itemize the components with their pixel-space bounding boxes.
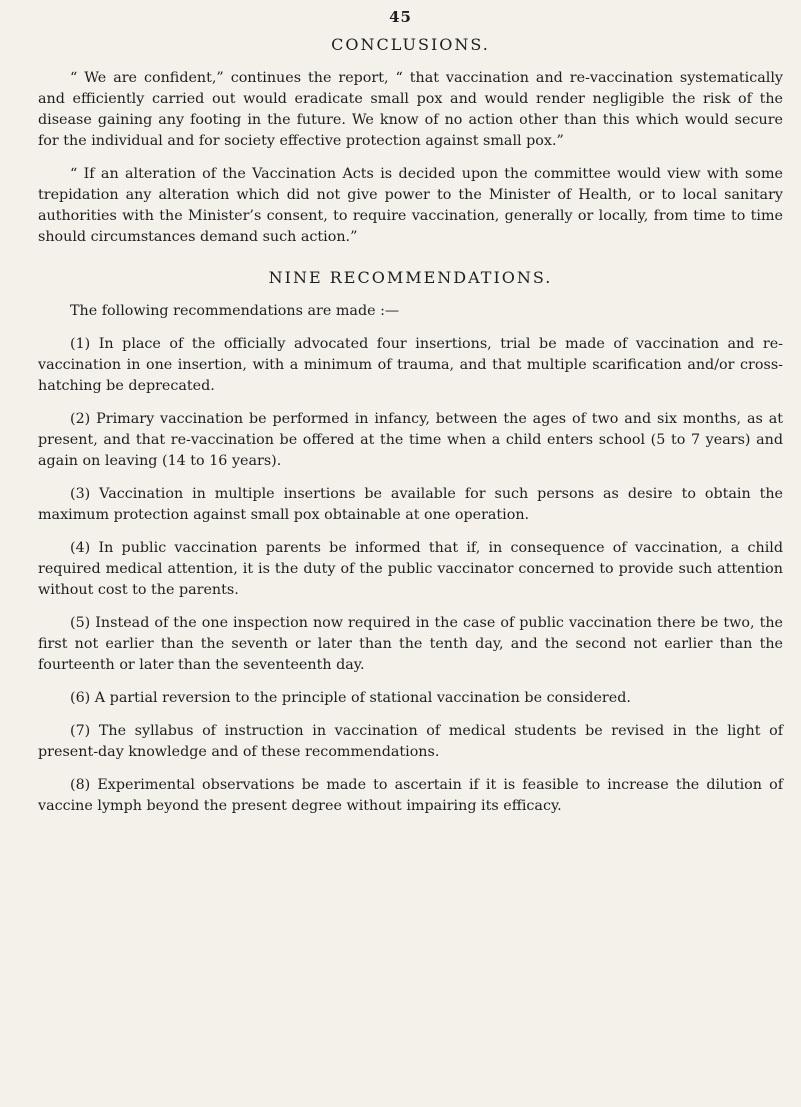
recommendation-item-5	[38, 613, 783, 676]
recommendation-item-3	[38, 484, 783, 526]
conclusions-paragraph-1: “ We are confident,” continues the report, “ that vaccination and re-vaccination systematically and efficiently carried out would eradicate small pox and would render negligible the risk of the disease gaining any footing in the future. We know of no action other than this which would secure for the individual and for society effective protection against small pox.”	[38, 70, 783, 149]
recommendation-text: (2) Primary vaccination be performed in infancy, between the ages of two and six months, as at present, and that re-vaccination be offered at the time when a child enters school (5 to 7 years) and again on leaving (14 to 16 years).	[38, 411, 783, 469]
recommendation-text: (7) The syllabus of instruction in vaccination of medical students be revised in the light of present-day knowledge and of these recommendations.	[38, 723, 783, 760]
recommendation-text: (5) Instead of the one inspection now required in the case of public vaccination there be two, the first not earlier than the seventh or later than the tenth day, and the second not earlier than the fourteenth or later than the seventeenth day.	[38, 615, 783, 673]
recommendation-item-7	[38, 721, 783, 763]
recommendations-heading: NINE RECOMMENDATIONS.	[268, 268, 553, 287]
recommendation-item-1	[38, 334, 783, 397]
recommendation-item-2	[38, 409, 783, 472]
recommendations-intro: The following recommendations are made :—	[70, 303, 400, 319]
recommendation-text: (8) Experimental observations be made to ascertain if it is feasible to increase the dilution of vaccine lymph beyond the present degree without impairing its efficacy.	[38, 777, 783, 814]
recommendation-text: (4) In public vaccination parents be informed that if, in consequence of vaccination, a child required medical attention, it is the duty of the public vaccinator concerned to provide such attention without cost to the parents.	[38, 540, 783, 598]
conclusions-paragraph-2: “ If an alteration of the Vaccination Acts is decided upon the committee would view with some trepidation any alteration which did not give power to the Minister of Health, or to local sanitary authorities with the Minister’s consent, to require vaccination, generally or locally, from time to time should circumstances demand such action.”	[38, 166, 783, 245]
conclusions-heading: CONCLUSIONS.	[331, 35, 490, 54]
recommendation-text: (1) In place of the officially advocated four insertions, trial be made of vaccination and re-vaccination in one insertion, with a minimum of trauma, and that multiple scarification and/or cross-hatching be deprecated.	[38, 336, 783, 394]
recommendation-item-4	[38, 538, 783, 601]
recommendation-text: (3) Vaccination in multiple insertions be available for such persons as desire to obtain the maximum protection against small pox obtainable at one operation.	[38, 486, 783, 523]
recommendation-item-8	[38, 775, 783, 817]
document-body	[38, 35, 783, 829]
recommendation-item-6	[38, 688, 783, 709]
page-number: 45	[389, 8, 412, 26]
recommendations-list	[38, 334, 783, 817]
recommendation-text: (6) A partial reversion to the principle of stational vaccination be considered.	[70, 690, 631, 706]
